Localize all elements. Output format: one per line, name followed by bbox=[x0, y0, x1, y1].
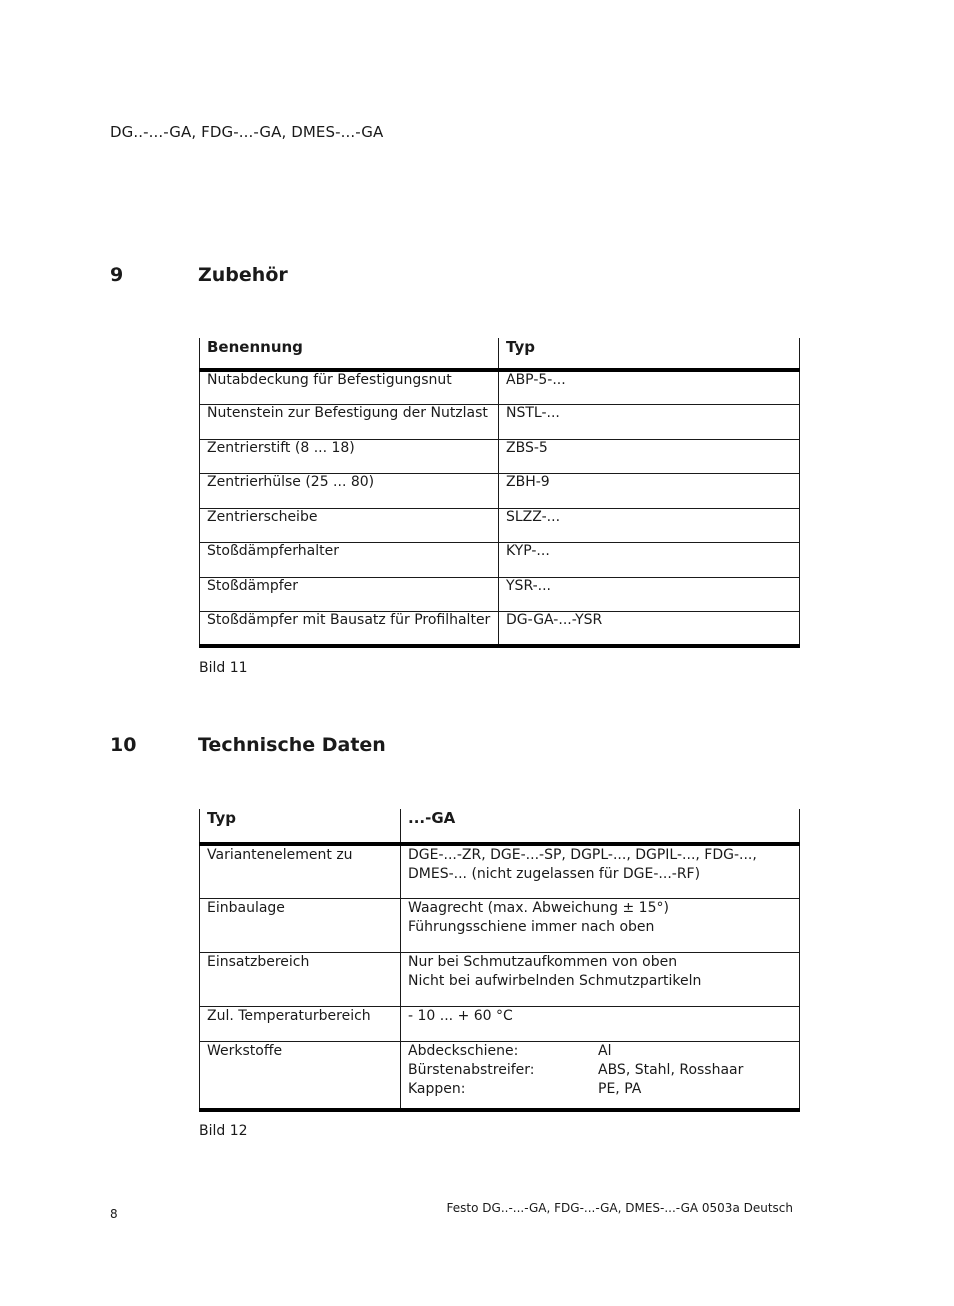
table-cell: Einsatzbereich bbox=[200, 952, 401, 1006]
table-cell bbox=[401, 898, 800, 952]
table-cell: Nutabdeckung für Befestigungsnut bbox=[200, 370, 499, 405]
table-cell: SLZZ-... bbox=[499, 508, 800, 543]
table-cell: NSTL-... bbox=[499, 405, 800, 440]
table-row bbox=[200, 898, 800, 952]
table-cell: DG-GA-...-YSR bbox=[499, 612, 800, 647]
material-part: Kappen: bbox=[408, 1080, 466, 1097]
material-row bbox=[408, 1080, 792, 1099]
footer-text: Festo DG..-...-GA, FDG-...-GA, DMES-...-GA 0503a Deutsch bbox=[446, 1201, 793, 1215]
material-row bbox=[408, 1042, 792, 1061]
table-cell: Zentrierhülse (25 ... 80) bbox=[200, 474, 499, 509]
table-cell: Stoßdämpferhalter bbox=[200, 543, 499, 578]
table-header-row bbox=[200, 809, 800, 844]
table-row bbox=[200, 1041, 800, 1110]
column-header: Benennung bbox=[200, 338, 499, 370]
table-row bbox=[200, 543, 800, 578]
cell-line: DGE-...-ZR, DGE-...-SP, DGPL-..., DGPIL-..., FDG-..., bbox=[408, 847, 757, 863]
material-value: ABS, Stahl, Rosshaar bbox=[598, 1061, 744, 1078]
table-row bbox=[200, 952, 800, 1006]
table-row bbox=[200, 474, 800, 509]
table-cell bbox=[401, 1041, 800, 1110]
table-cell: Zentrierstift (8 ... 18) bbox=[200, 439, 499, 474]
table-row bbox=[200, 405, 800, 440]
section-title: Technische Daten bbox=[198, 734, 386, 756]
cell-line: Waagrecht (max. Abweichung ± 15°) bbox=[408, 899, 669, 916]
cell-line: Führungsschiene immer nach oben bbox=[408, 918, 655, 935]
table-cell: ABP-5-... bbox=[499, 370, 800, 405]
column-header: Typ bbox=[499, 338, 800, 370]
cell-line: Nicht bei aufwirbelnden Schmutzpartikeln bbox=[408, 972, 702, 989]
figure-caption: Bild 12 bbox=[199, 1123, 248, 1139]
table-row bbox=[200, 612, 800, 647]
table-cell: Variantenelement zu bbox=[200, 844, 401, 898]
cell-line: Nur bei Schmutzaufkommen von oben bbox=[408, 953, 678, 970]
page-number: 8 bbox=[110, 1207, 118, 1221]
table-row bbox=[200, 508, 800, 543]
table-cell bbox=[401, 952, 800, 1006]
table-cell: Stoßdämpfer mit Bausatz für Profilhalter bbox=[200, 612, 499, 647]
table-cell bbox=[401, 844, 800, 898]
table-cell: Nutenstein zur Befestigung der Nutzlast bbox=[200, 405, 499, 440]
table-row bbox=[200, 439, 800, 474]
section-title: Zubehör bbox=[198, 264, 288, 286]
figure-caption: Bild 11 bbox=[199, 660, 248, 676]
table-cell: Stoßdämpfer bbox=[200, 577, 499, 612]
table-cell: Zul. Temperaturbereich bbox=[200, 1006, 401, 1041]
material-row bbox=[408, 1061, 792, 1080]
table-cell: KYP-... bbox=[499, 543, 800, 578]
section-number: 9 bbox=[110, 264, 124, 286]
table-row bbox=[200, 370, 800, 405]
technical-data-table bbox=[199, 809, 800, 1112]
material-value: PE, PA bbox=[598, 1080, 642, 1097]
table-cell: ZBH-9 bbox=[499, 474, 800, 509]
table-cell: Zentrierscheibe bbox=[200, 508, 499, 543]
cell-line: DMES-... (nicht zugelassen für DGE-...-RF) bbox=[408, 866, 701, 882]
table-cell: Einbaulage bbox=[200, 898, 401, 952]
table-cell: YSR-... bbox=[499, 577, 800, 612]
section-number: 10 bbox=[110, 734, 137, 756]
table-row bbox=[200, 577, 800, 612]
table-cell: - 10 ... + 60 °C bbox=[401, 1006, 800, 1041]
table-row bbox=[200, 1006, 800, 1041]
material-value: Al bbox=[598, 1042, 612, 1059]
table-cell: ZBS-5 bbox=[499, 439, 800, 474]
table-row bbox=[200, 844, 800, 898]
section-heading-technical-data bbox=[110, 734, 386, 756]
material-part: Bürstenabstreifer: bbox=[408, 1061, 535, 1078]
accessories-table bbox=[199, 338, 800, 648]
table-cell: Werkstoffe bbox=[200, 1041, 401, 1110]
table-header-row bbox=[200, 338, 800, 370]
column-header: ...-GA bbox=[401, 809, 800, 844]
running-header: DG..-...-GA, FDG-...-GA, DMES-...-GA bbox=[110, 123, 384, 141]
column-header: Typ bbox=[200, 809, 401, 844]
material-part: Abdeckschiene: bbox=[408, 1042, 519, 1059]
section-heading-accessories bbox=[110, 264, 288, 286]
